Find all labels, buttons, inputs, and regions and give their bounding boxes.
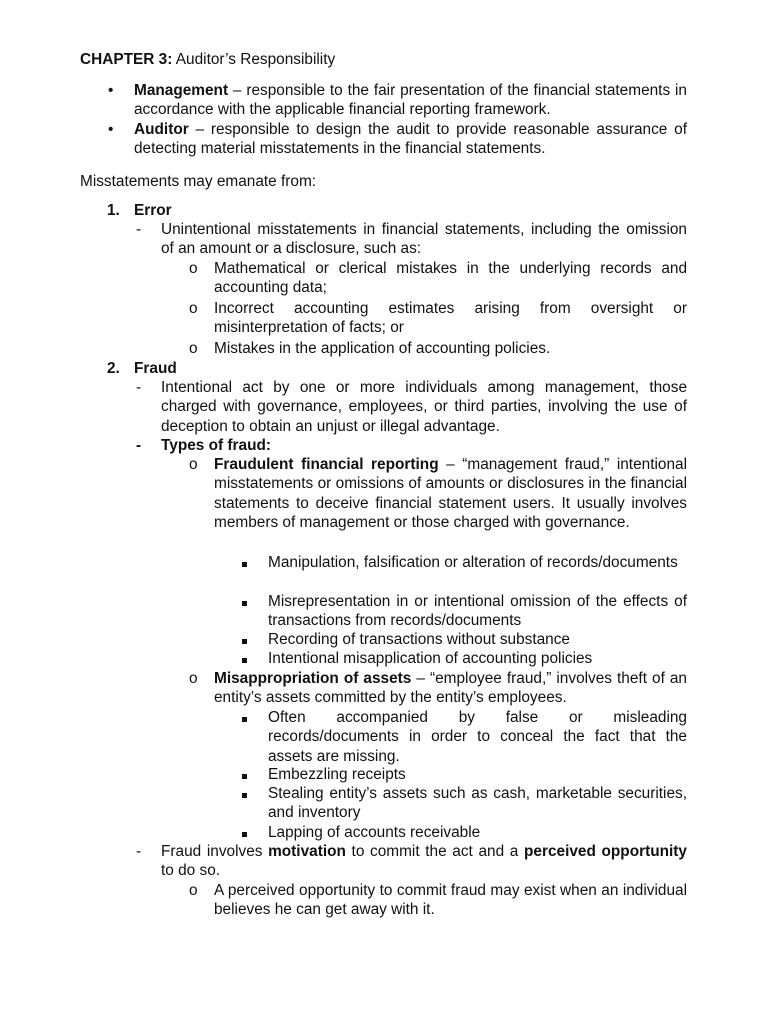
moa-item: Lapping of accounts receivable [268,824,481,841]
auditor-term: Auditor [134,121,189,138]
dash-marker: - [136,379,142,396]
square-marker [242,708,247,727]
perceived-opportunity-note: A perceived opportunity to commit fraud may exist when an individual believes he can get away with it. [214,882,687,919]
ffr-item: Misrepresentation in or intentional omission of the effects of transactions from records/documents [268,593,687,630]
square-marker [242,649,247,668]
management-text: – responsible to the fair presentation of the financial statements in accordance with the applicable financial reporting framework. [134,82,687,119]
fraudulent-financial-reporting [214,455,687,533]
error-definition: Unintentional misstatements in financial statements, including the omission of an amount or a disclosure, such as: [161,221,687,258]
square-marker [242,553,247,572]
square-marker [242,630,247,649]
management-term: Management [134,82,229,99]
chapter-heading [80,50,680,69]
circle-marker: o [189,456,198,473]
ffr-item: Intentional misapplication of accounting policies [268,650,593,667]
circle-marker: o [189,670,198,687]
square-marker [242,592,247,611]
management-responsibility [134,81,687,120]
auditor-responsibility [134,120,687,159]
ffr-term: Fraudulent financial reporting [214,456,439,473]
moa-term: Misappropriation of assets [214,670,412,687]
moa-item: Stealing entity’s assets such as cash, marketable securities, and inventory [268,785,687,822]
circle-marker: o [189,882,198,899]
fraud-number: 2. [107,360,120,377]
square-marker [242,784,247,803]
circle-marker: o [189,340,198,357]
ffr-text: – “management fraud,” intentional misstatements or omissions of amounts or disclosures in the financial statements to deceive financial statement users. It usually involves members of management or those charged with governance. [214,456,687,532]
square-marker [242,765,247,784]
auditor-text: – responsible to design the audit to provide reasonable assurance of detecting material misstatements in the financial statements. [134,121,687,158]
error-example: Mistakes in the application of accounting policies. [214,340,551,357]
ffr-item: Recording of transactions without substance [268,631,570,648]
dash-marker: - [136,221,142,238]
square-marker [242,823,247,842]
moa-item: Embezzling receipts [268,766,406,783]
fraud-heading: Fraud [134,360,177,377]
fraud-definition: Intentional act by one or more individuals among management, those charged with governance, employees, or third parties, involving the use of deception to obtain an unjust or illegal advantage. [161,379,687,435]
ffr-item: Manipulation, falsification or alteration of records/documents [268,554,678,571]
error-example: Incorrect accounting estimates arising from oversight or misinterpretation of facts; or [214,300,687,337]
types-of-fraud-heading: Types of fraud: [161,437,272,454]
intro-paragraph: Misstatements may emanate from: [80,173,317,190]
dash-marker: - [136,437,142,454]
motivation-term: motivation [268,843,346,860]
fraud-motivation: Fraud involves motivation to commit the act and a perceived opportunity to do so. [161,843,687,880]
chapter-title: Auditor’s Responsibility [175,51,336,68]
circle-marker: o [189,300,198,317]
bullet-marker: • [108,121,114,138]
circle-marker: o [189,260,198,277]
perceived-opportunity-term: perceived opportunity [524,843,687,860]
error-example: Mathematical or clerical mistakes in the underlying records and accounting data; [214,260,687,297]
error-number: 1. [107,202,120,219]
moa-item: Often accompanied by false or misleading records/documents in order to conceal the fact that the assets are missing. [268,709,687,765]
bullet-marker: • [108,82,114,99]
dash-marker: - [136,843,142,860]
misappropriation-of-assets [214,669,687,708]
chapter-label: CHAPTER 3: [80,51,173,68]
moa-text: – “employee fraud,” involves theft of an entity’s assets committed by the entity’s employees. [214,670,687,707]
error-heading: Error [134,202,172,219]
